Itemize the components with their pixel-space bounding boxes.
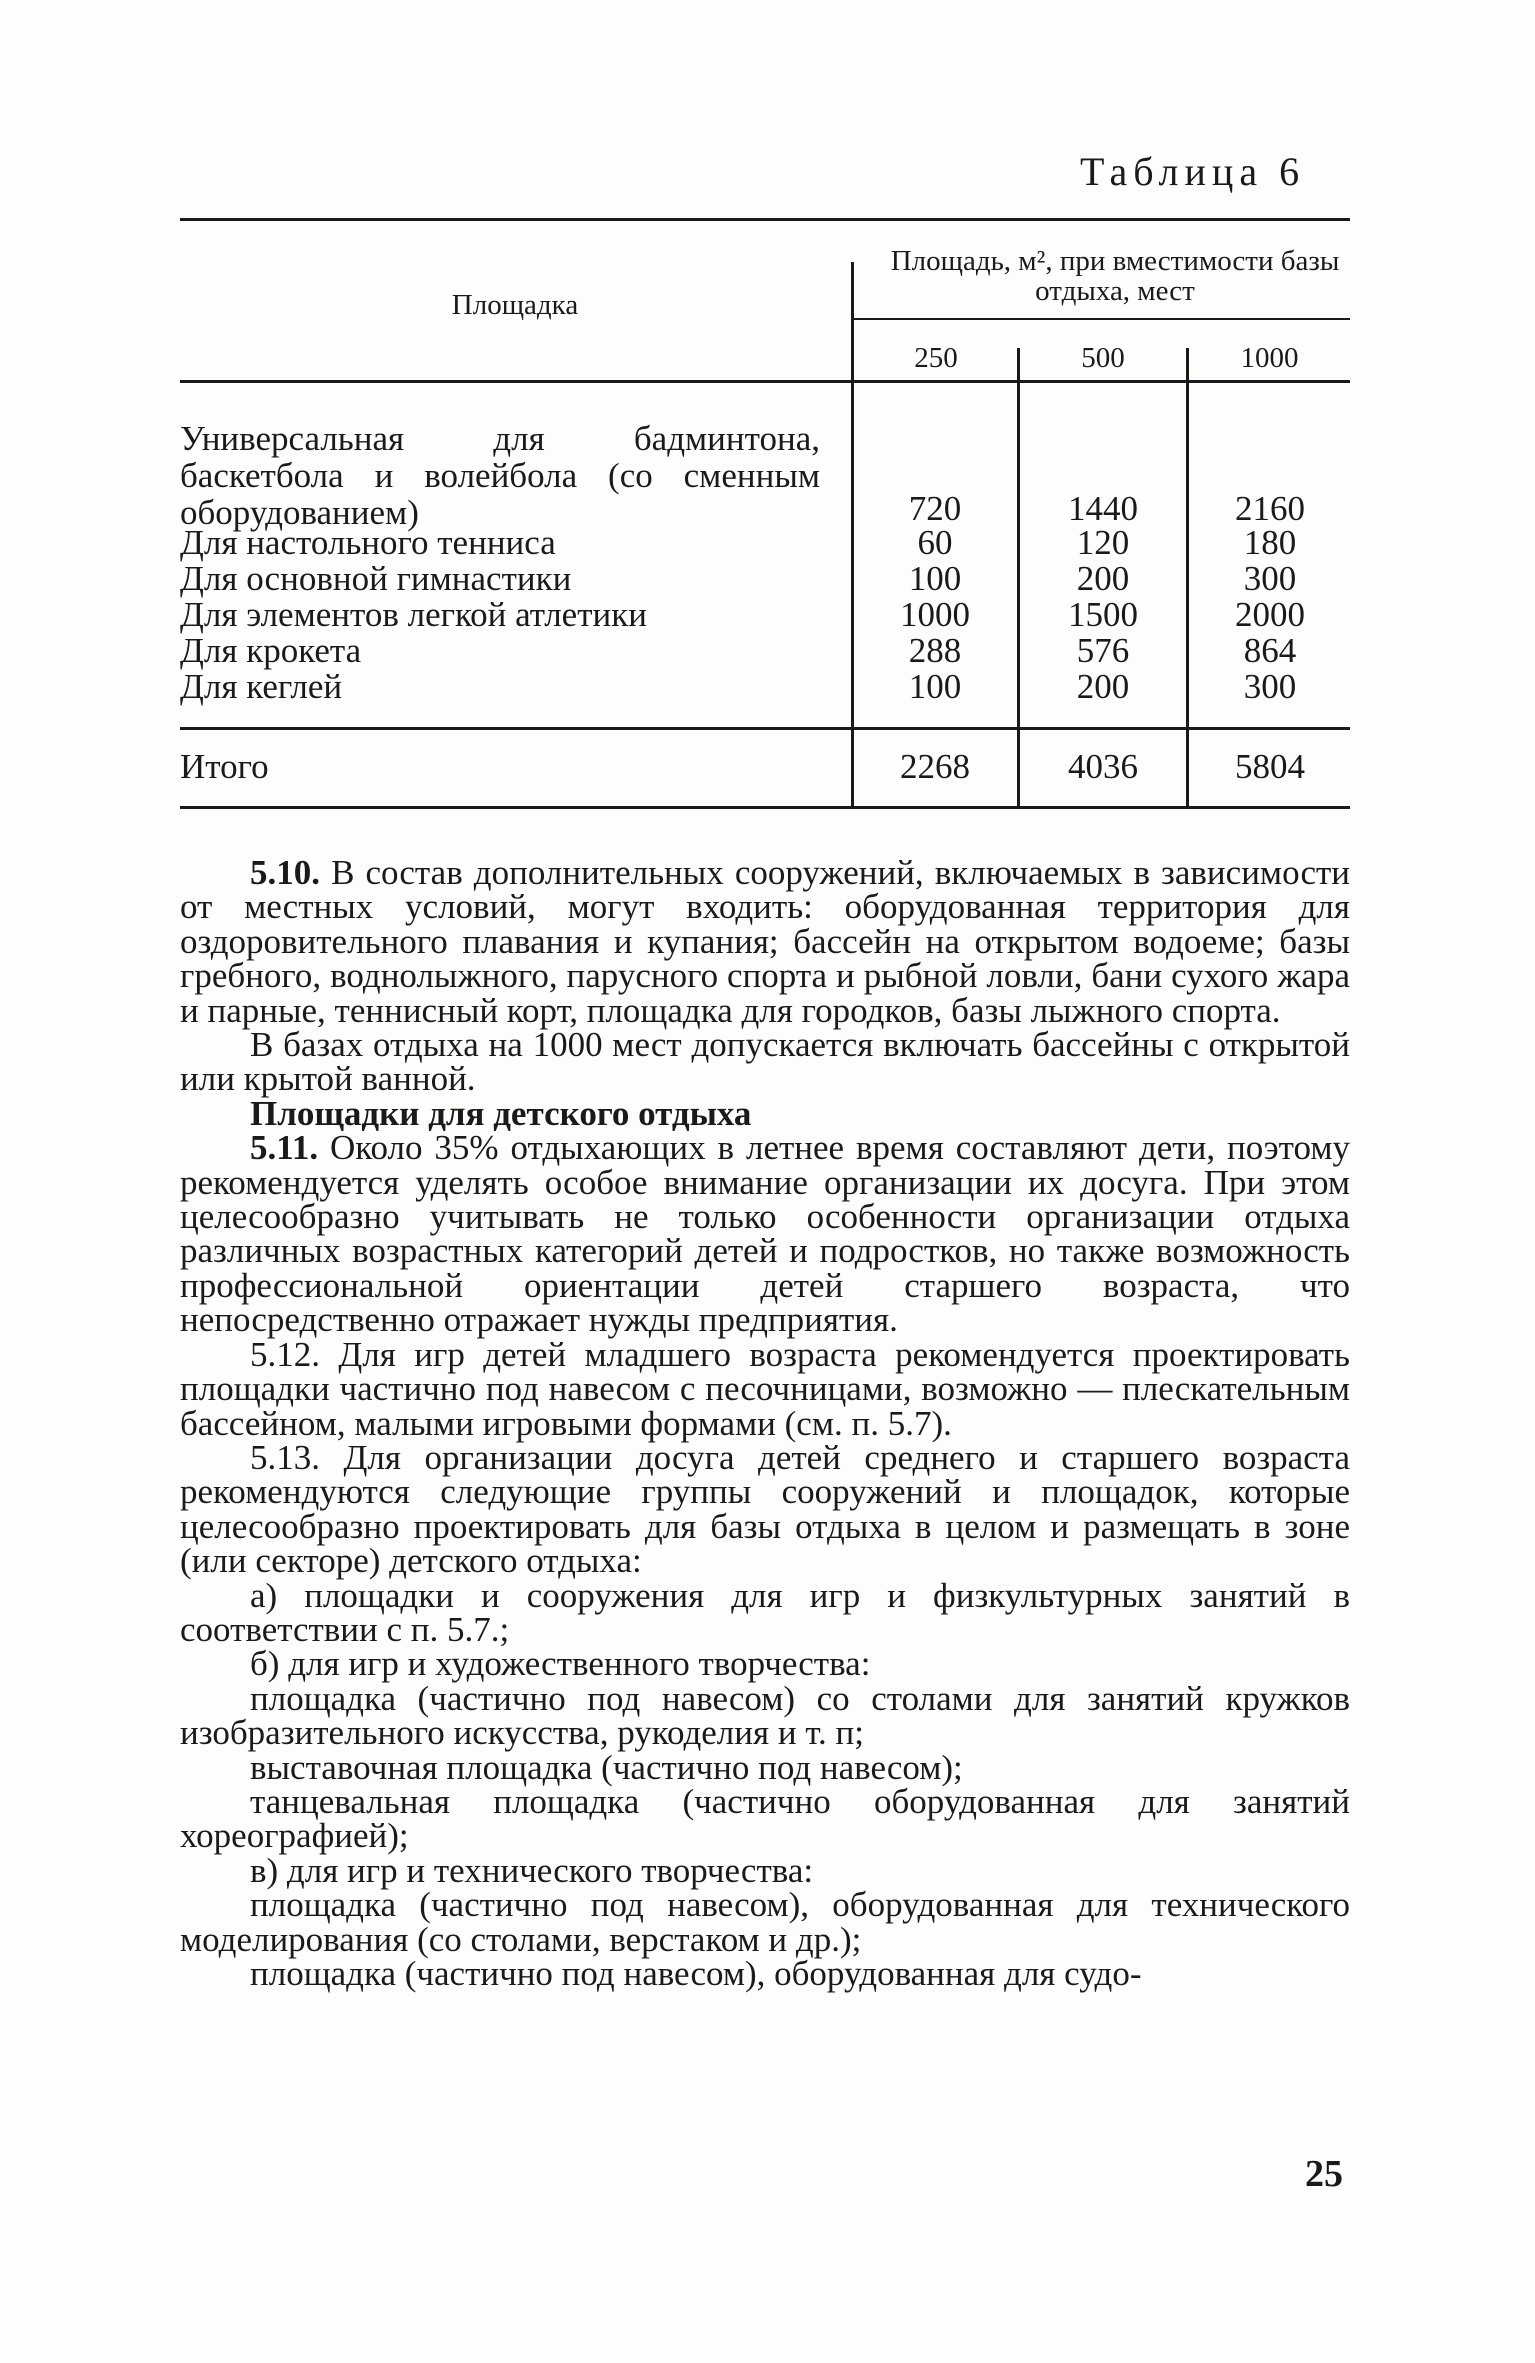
cell-value: 300 xyxy=(1243,559,1297,598)
row-label-skittles: Для кеглей xyxy=(180,667,343,706)
cell-value: 100 xyxy=(908,667,962,706)
cell-value: 288 xyxy=(908,631,962,670)
clause-number: 5.12. xyxy=(250,1334,320,1374)
cell-value: 720 xyxy=(908,489,962,528)
table-caption: Таблица 6 xyxy=(1080,149,1306,194)
paragraph-text: Для организации досуга детей среднего и старшего возраста рекомендуются следующие группы сооружений и площадок, которые целесообразно проектировать для базы отдыха в целом и размещать в зоне (или секторе) детского отдыха: xyxy=(180,1437,1351,1581)
cell-value: 1440 xyxy=(1068,489,1138,528)
cell-value: 100 xyxy=(908,559,962,598)
cell-value: 120 xyxy=(1076,523,1130,562)
cell-value: 200 xyxy=(1076,667,1130,706)
list-item-b2: выставочная площадка (частично под навесом); xyxy=(250,1747,963,1787)
header-capacity-1000: 1000 xyxy=(1240,342,1299,374)
header-bottom-rule xyxy=(180,380,1350,383)
header-span: Площадь, м², при вместимости базы отдыха, мест xyxy=(890,245,1340,308)
row-label-athletics: Для элементов легкой атлетики xyxy=(180,595,647,634)
row-label-gymnastics: Для основной гимнастики xyxy=(180,559,572,598)
paragraph-5-10-b: В базах отдыха на 1000 мест допускается включать бассейны с открытой или крытой ванной. xyxy=(180,1025,1350,1099)
cell-value: 576 xyxy=(1076,631,1130,670)
list-item-c: в) для игр и технического творчества: xyxy=(250,1850,814,1890)
body-text xyxy=(180,853,1351,1993)
total-value: 5804 xyxy=(1235,747,1305,786)
section-heading: Площадки для детского отдыха xyxy=(250,1093,752,1133)
cell-value: 200 xyxy=(1076,559,1130,598)
paragraph-text: Около 35% отдыхающих в летнее время составляют дети, поэтому рекомендуется уделять особое внимание организации их досуга. При этом целесообразно учитывать не только особенности организации отдыха различных возрастных категорий детей и подростков, но также возможность профессиональной ориентации детей старшего возраста, что непосредственно отражает нужды предприятия. xyxy=(180,1128,1350,1340)
paragraph-text: Для игр детей младшего возраста рекомендуется проектировать площадки частично под навесом с песочницами, возможно — плескательным бассейном, малыми игровыми формами (см. п. 5.7). xyxy=(180,1334,1351,1443)
col-rule-1 xyxy=(851,262,854,807)
table-bottom-rule xyxy=(180,806,1350,809)
cell-value: 2000 xyxy=(1235,595,1305,634)
page-number: 25 xyxy=(1305,2153,1343,2195)
list-item-b1: площадка (частично под навесом) со столами для занятий кружков изобразительного искусства, рукоделия и т. п; xyxy=(180,1678,1350,1753)
col-rule-2 xyxy=(1017,348,1020,807)
cell-value: 1000 xyxy=(900,595,970,634)
cell-value: 2160 xyxy=(1235,489,1305,528)
total-label: Итого xyxy=(180,747,269,786)
paragraph-5-11 xyxy=(180,1128,1350,1340)
table-top-rule xyxy=(180,218,1350,221)
paragraph-5-12 xyxy=(180,1334,1351,1443)
row-label-universal: Универсальная для бадминтона, баскетбола и волейбола (со сменным оборудованием) xyxy=(180,419,820,532)
row-label-croquet: Для крокета xyxy=(180,631,362,670)
clause-number: 5.10. xyxy=(250,853,320,892)
cell-value: 60 xyxy=(917,523,953,562)
total-top-rule xyxy=(180,727,1350,730)
header-capacity-250: 250 xyxy=(914,342,958,374)
list-item-b: б) для игр и художественного творчества: xyxy=(250,1644,871,1684)
list-item-c1: площадка (частично под навесом), оборудованная для технического моделирования (со столами, верстаком и др.); xyxy=(180,1885,1350,1959)
paragraph-5-10 xyxy=(180,853,1350,1030)
header-capacity-500: 500 xyxy=(1081,342,1125,374)
header-area: Площадка xyxy=(451,289,579,321)
header-divider xyxy=(853,318,1350,320)
row-label-tennis: Для настольного тенниса xyxy=(180,523,556,562)
list-item-b3: танцевальная площадка (частично оборудованная для занятий хореографией); xyxy=(180,1781,1350,1856)
cell-value: 300 xyxy=(1243,667,1297,706)
clause-number: 5.13. xyxy=(250,1437,320,1477)
total-value: 4036 xyxy=(1068,747,1138,786)
paragraph-5-13 xyxy=(180,1437,1351,1581)
clause-number: 5.11. xyxy=(250,1128,319,1168)
col-rule-3 xyxy=(1186,348,1189,807)
cell-value: 864 xyxy=(1243,631,1297,670)
cell-value: 180 xyxy=(1243,523,1297,562)
list-item-c2: площадка (частично под навесом), оборудованная для судо- xyxy=(250,1954,1142,1993)
cell-value: 1500 xyxy=(1068,595,1138,634)
list-item-a: а) площадки и сооружения для игр и физкультурных занятий в соответствии с п. 5.7.; xyxy=(180,1575,1350,1649)
paragraph-text: В состав дополнительных сооружений, включаемых в зависимости от местных условий, могут входить: оборудованная территория для оздоровительного плавания и купания; бассейн на открытом водоеме; базы гребного, воднолыжного, парусного спорта и рыбной ловли, бани сухого жара и парные, теннисный корт, площадка для городков, базы лыжного спорта. xyxy=(180,853,1350,1030)
total-value: 2268 xyxy=(900,747,970,786)
